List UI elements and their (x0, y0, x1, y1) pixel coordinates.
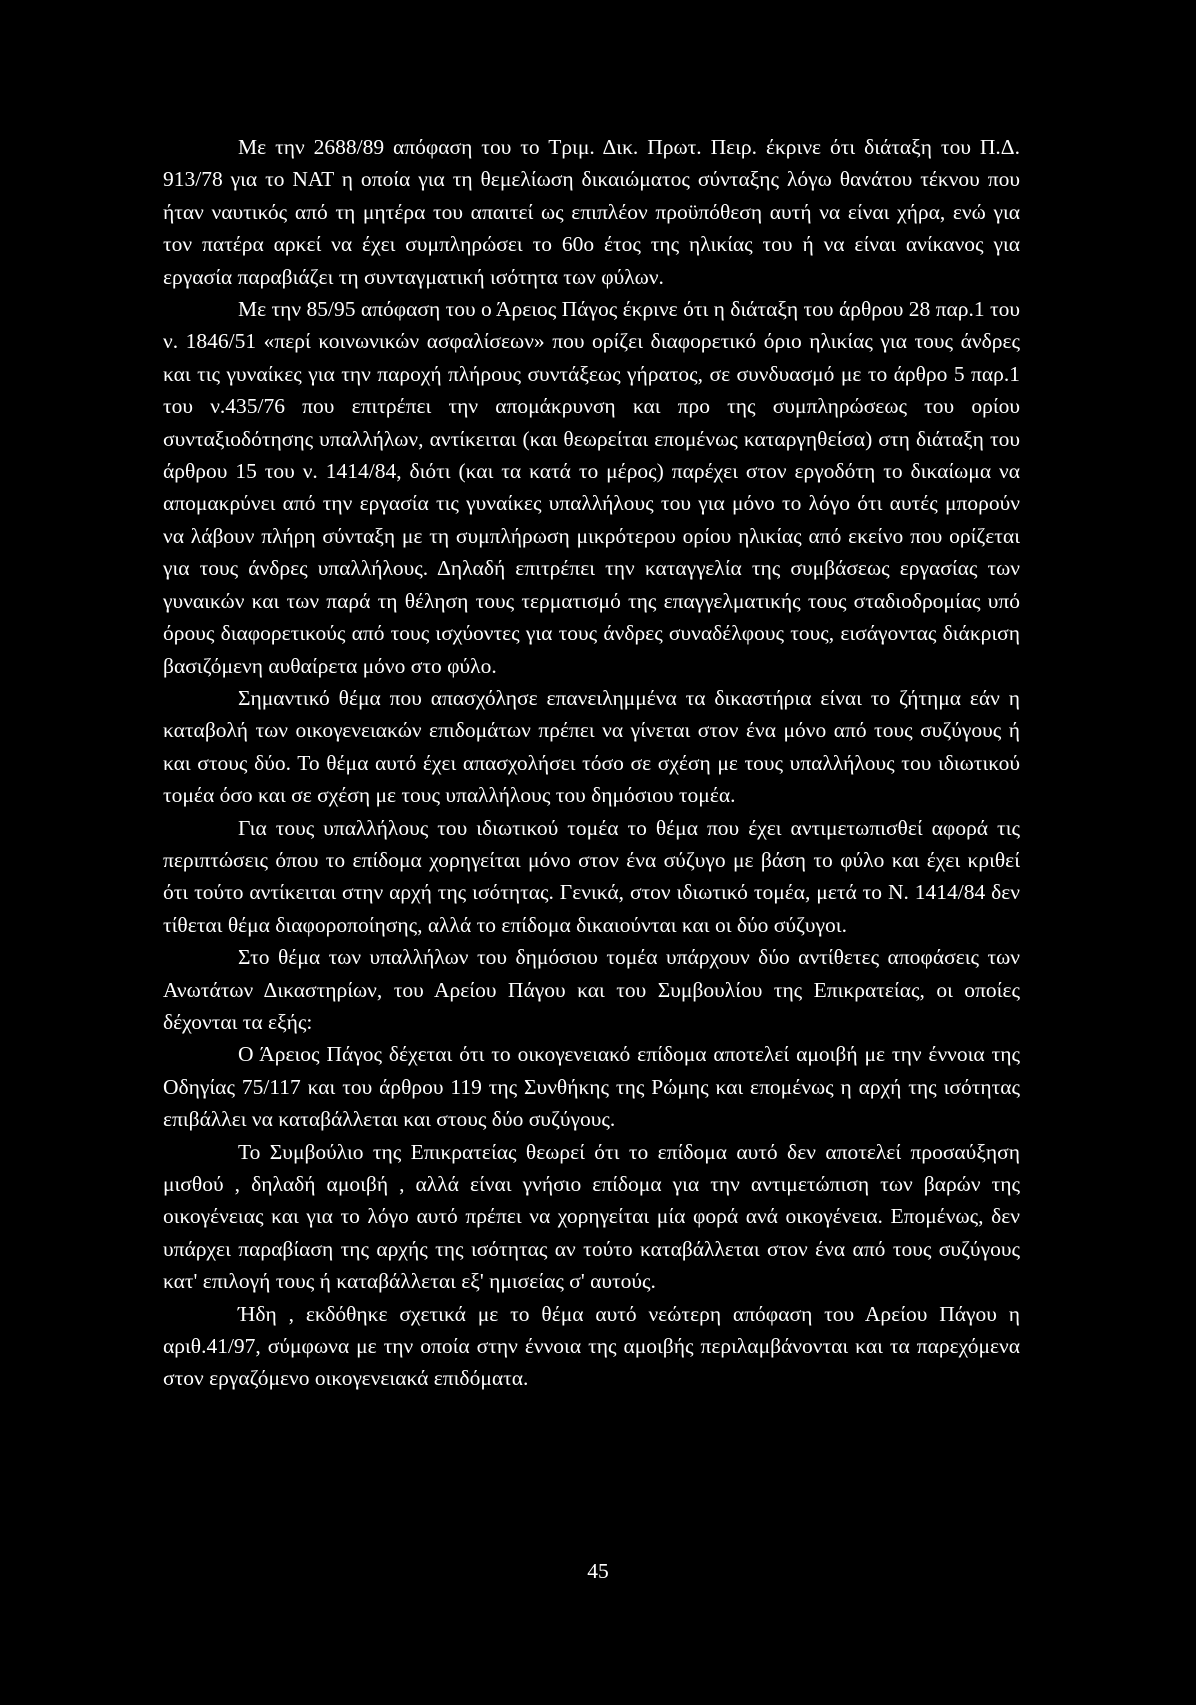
paragraph-3: Σημαντικό θέμα που απασχόλησε επανειλημμένα τα δικαστήρια είναι το ζήτημα εάν η καταβολή των οικογενειακών επιδομάτων πρέπει να γίνεται στον ένα μόνο από τους συζύγους ή και στους δύο. Το θέμα αυτό έχει απασχολήσει τόσο σε σχέση με τους υπαλλήλους του ιδιωτικού τομέα όσο και σε σχέση με τους υπαλλήλους του δημόσιου τομέα. (163, 685, 1020, 808)
paragraph-1: Με την 2688/89 απόφαση του το Τριμ. Δικ. Πρωτ. Πειρ. έκρινε ότι διάταξη του Π.Δ. 913/78 για το ΝΑΤ η οποία για τη θεμελίωση δικαιώματος σύνταξης λόγω θανάτου τέκνου που ήταν ναυτικός από τη μητέρα του απαιτεί ως επιπλέον προϋπόθεση αυτή να είναι χήρα, ενώ για τον πατέρα αρκεί να έχει συμπληρώσει το 60ο έτος της ηλικίας του ή να είναι ανίκανος για εργασία παραβιάζει τη συνταγματική ισότητα των φύλων. (163, 135, 1020, 289)
body-text (163, 131, 1020, 1395)
paragraph-8: Ήδη , εκδόθηκε σχετικά με το θέμα αυτό νεώτερη απόφαση του Αρείου Πάγου η αριθ.41/97, σύμφωνα με την οποία στην έννοια της αμοιβής περιλαμβάνονται και τα παρεχόμενα στον εργαζόμενο οικογενειακά επιδόματα. (163, 1301, 1020, 1391)
paragraph-4: Για τους υπαλλήλους του ιδιωτικού τομέα το θέμα που έχει αντιμετωπισθεί αφορά τις περιπτώσεις όπου το επίδομα χορηγείται μόνο στον ένα σύζυγο με βάση το φύλο και έχει κριθεί ότι τούτο αντίκειται στην αρχή της ισότητας. Γενικά, στον ιδιωτικό τομέα, μετά το Ν. 1414/84 δεν τίθεται θέμα διαφοροποίησης, αλλά το επίδομα δικαιούνται και οι δύο σύζυγοι. (163, 815, 1020, 937)
page-number: 45 (587, 1559, 609, 1583)
paragraph-6: Ο Άρειος Πάγος δέχεται ότι το οικογενειακό επίδομα αποτελεί αμοιβή με την έννοια της Οδηγίας 75/117 και του άρθρου 119 της Συνθήκης της Ρώμης και επομένως η αρχή της ισότητας επιβάλλει να καταβάλλεται και στους δύο συζύγους. (163, 1042, 1020, 1132)
paragraph-5: Στο θέμα των υπαλλήλων του δημόσιου τομέα υπάρχουν δύο αντίθετες αποφάσεις των Ανωτάτων Δικαστηρίων, του Αρείου Πάγου και του Συμβουλίου της Επικρατείας, οι οποίες δέχονται τα εξής: (163, 945, 1020, 1034)
paragraph-2: Με την 85/95 απόφαση του ο Άρειος Πάγος έκρινε ότι η διάταξη του άρθρου 28 παρ.1 του ν. 1846/51 «περί κοινωνικών ασφαλίσεων» που ορίζει διαφορετικό όριο ηλικίας για τους άνδρες και τις γυναίκες για την παροχή πλήρους συντάξεως γήρατος, σε συνδυασμό με το άρθρο 5 παρ.1 του ν.435/76 που επιτρέπει την απομάκρυνση και προ της συμπληρώσεως του ορίου συνταξιοδότησης υπαλλήλων, αντίκειται (και θεωρείται επομένως καταργηθείσα) στη διάταξη του άρθρου 15 του ν. 1414/84, διότι (και τα κατά το μέρος) παρέχει στον εργοδότη το δικαίωμα να απομακρύνει από την εργασία τις γυναίκες υπαλλήλους του για μόνο το λόγο ότι αυτές μπορούν να λάβουν πλήρη σύνταξη με τη συμπλήρωση μικρότερου ορίου ηλικίας από εκείνο που ορίζεται για τους άνδρες υπαλλήλους. Δηλαδή επιτρέπει την καταγγελία της συμβάσεως εργασίας των γυναικών και των παρά τη θέληση τους τερματισμό της επαγγελματικής τους σταδιοδρομίας υπό όρους διαφορετικούς από τους ισχύοντες για τους άνδρες συναδέλφους τους, εισάγοντας διάκριση βασιζόμενη αυθαίρετα μόνο στο φύλο. (163, 297, 1020, 678)
paragraph-7: Το Συμβούλιο της Επικρατείας θεωρεί ότι το επίδομα αυτό δεν αποτελεί προσαύξηση μισθού , δηλαδή αμοιβή , αλλά είναι γνήσιο επίδομα για την αντιμετώπιση των βαρών της οικογένειας και για το λόγο αυτό πρέπει να χορηγείται μία φορά ανά οικογένεια. Επομένως, δεν υπάρχει παραβίαση της αρχής της ισότητας αν τούτο καταβάλλεται στον ένα από τους συζύγους κατ' επιλογή τους ή καταβάλλεται εξ' ημισείας σ' αυτούς. (163, 1139, 1020, 1294)
